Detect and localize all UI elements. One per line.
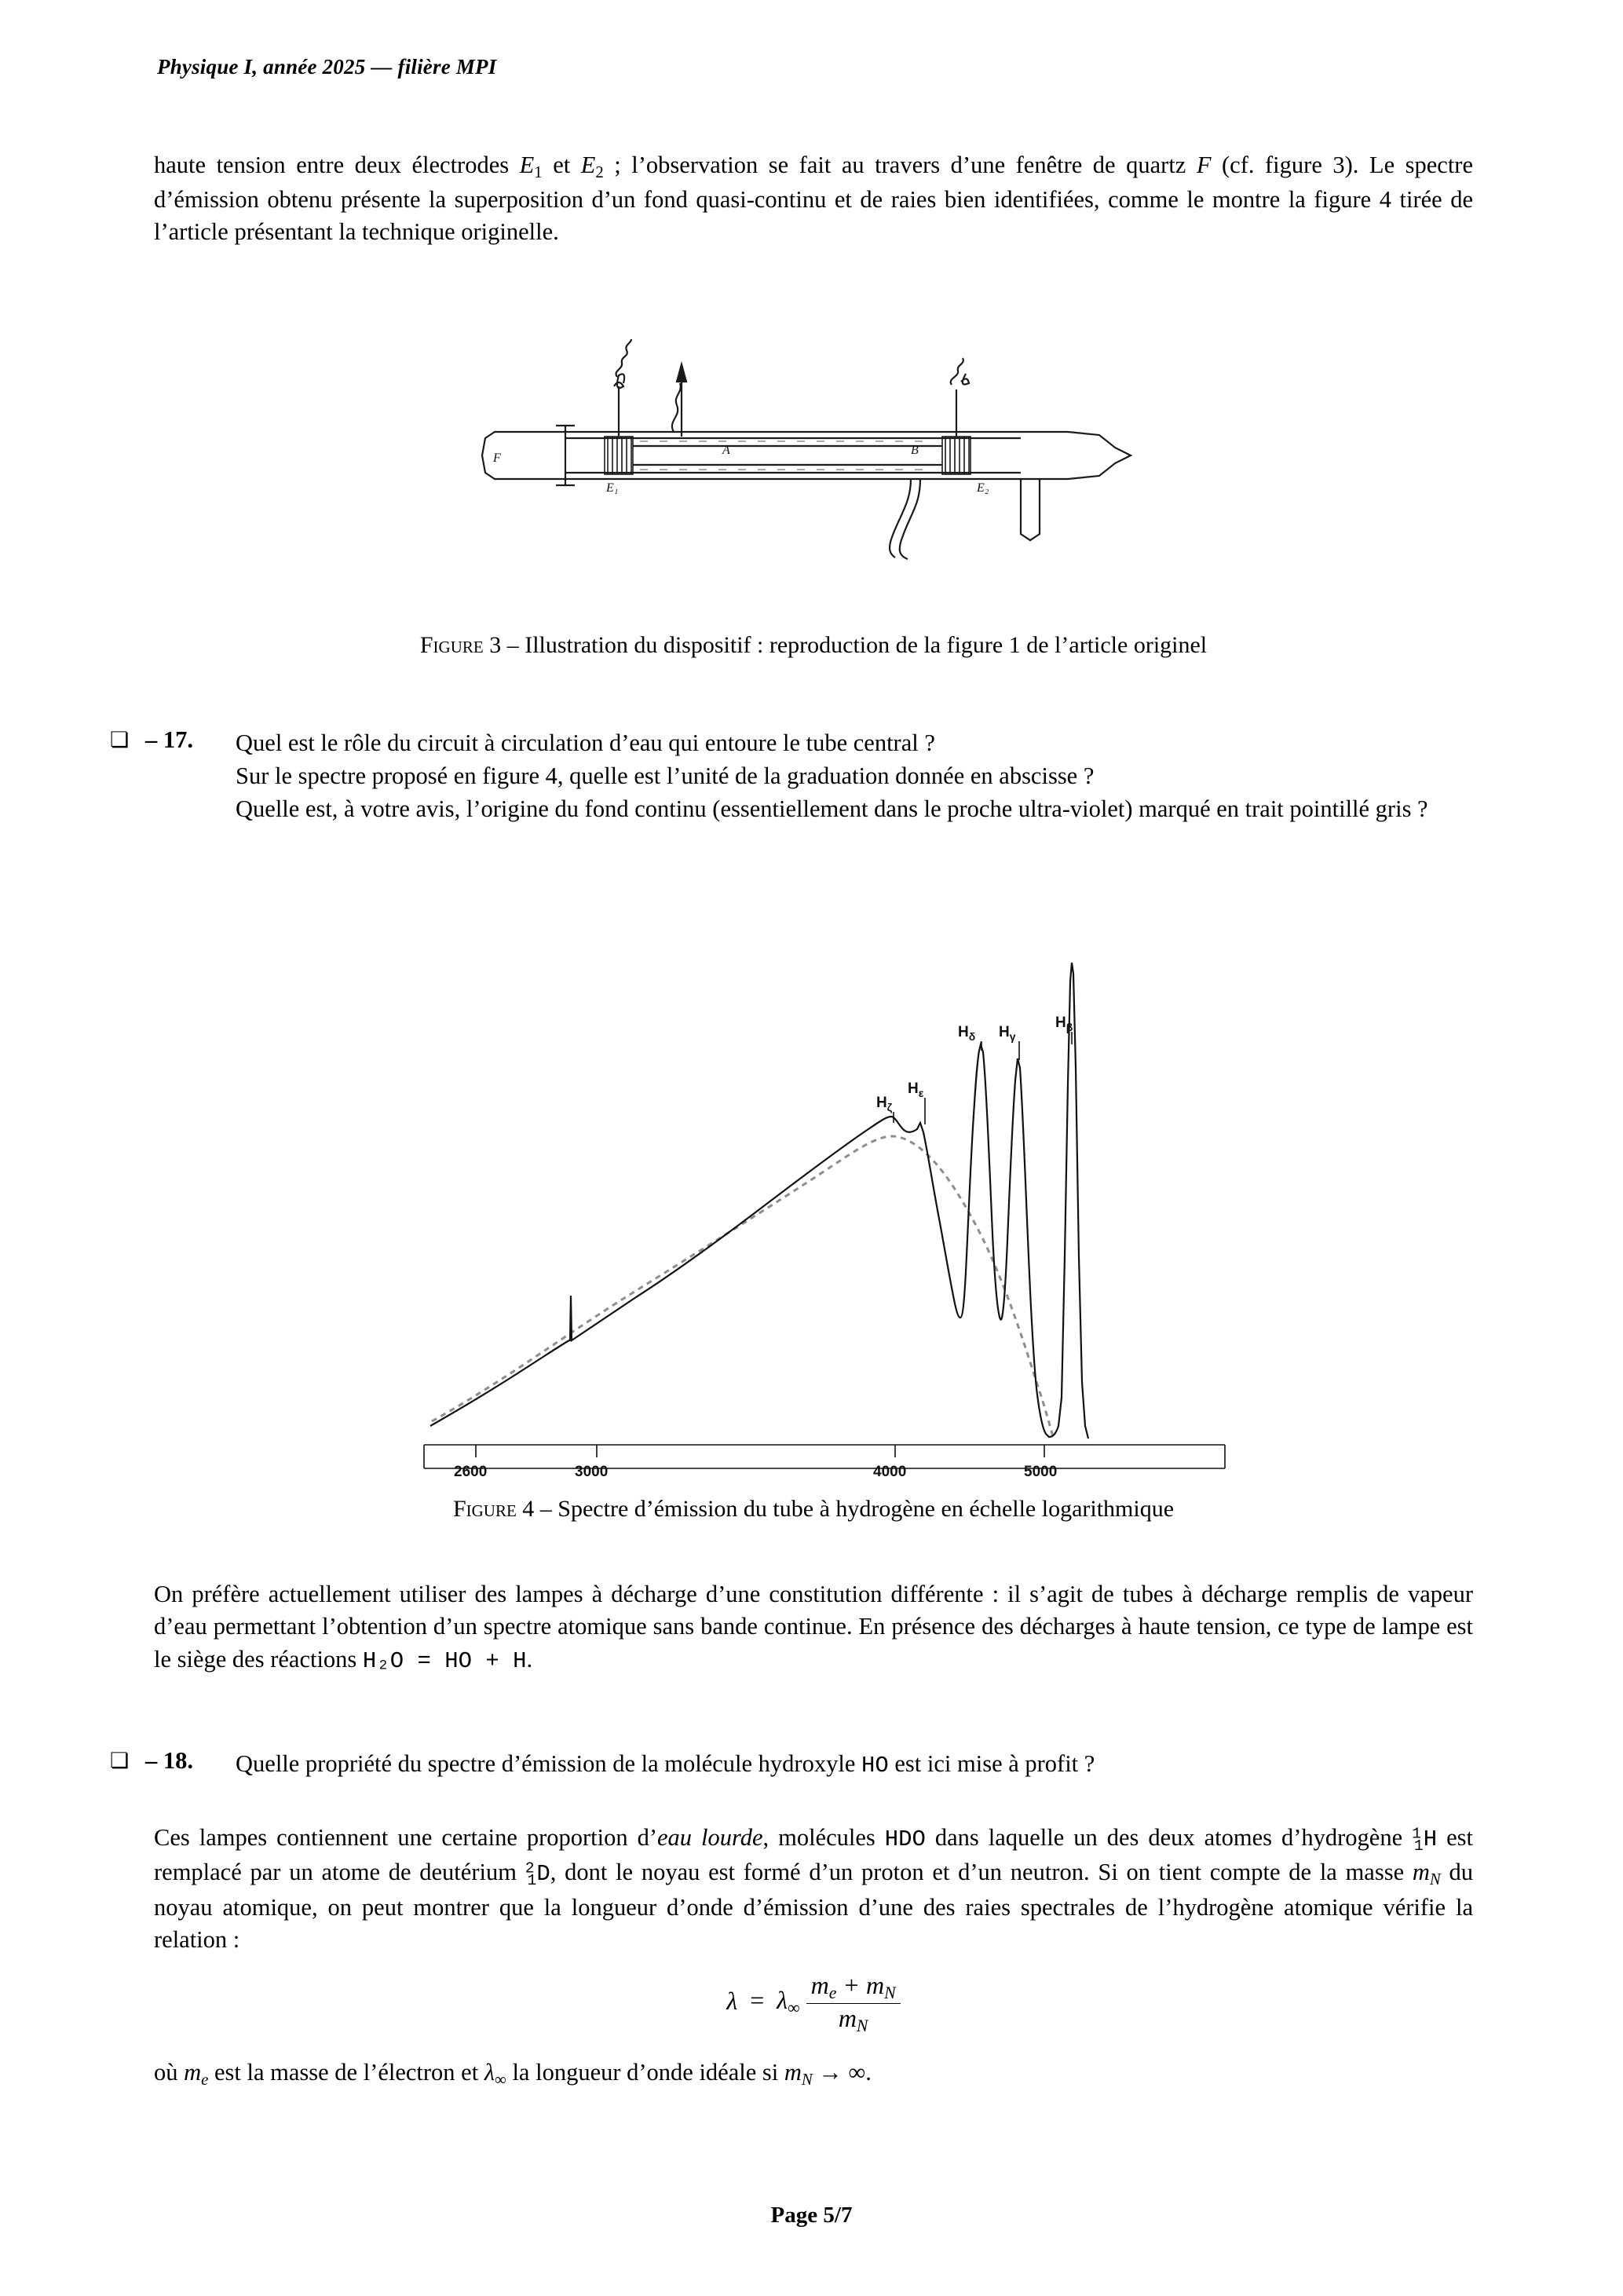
figure-4-caption-label: Figure 4 [452, 1496, 535, 1522]
symbol-me: $m_e$ [184, 2058, 209, 2089]
symbol-mN-limit: $m_N$ [784, 2058, 813, 2089]
isotope-d2: $^2_1$D [525, 1859, 550, 1889]
figure-4-caption-dash: – [539, 1496, 552, 1522]
figure-3-svg [471, 338, 1193, 605]
figure-3-illustration [471, 338, 1193, 605]
figure-3-label-F: F [493, 452, 501, 465]
figure-3-caption-dash: – [506, 632, 519, 658]
symbol-mN: $m_N$ [1412, 1859, 1441, 1889]
question-17-number: – 17. [145, 726, 193, 753]
symbol-e2: $E_2$ [580, 152, 604, 181]
figure-4-xtick-4000: 4000 [873, 1464, 907, 1480]
molecule-hdo: HDO [884, 1826, 926, 1852]
intro-paragraph [154, 149, 1473, 249]
figure-4-svg [408, 927, 1241, 1508]
where-text-4: . [865, 2058, 872, 2086]
question-18-text-before: Quelle propriété du spectre d’émission de la molécule hydroxyle [236, 1750, 861, 1777]
reaction-period: . [526, 1645, 533, 1673]
running-header: Physique I, année 2025 — filière MPI [157, 55, 497, 79]
figure-4-xtick-3000: 3000 [575, 1464, 609, 1480]
page-footer: Page 5/7 [770, 2203, 853, 2228]
figure-3-label-E1: E₁ [606, 481, 619, 495]
equation-lambda-lhs: λ [726, 1986, 738, 2015]
figure-4-chart [408, 927, 1241, 1508]
hw-text-5: , dont le noyau est formé d’un proton et d’un neutron. Si on tient compte de la masse [550, 1859, 1413, 1886]
intro-text-4: (cf. figure 3). Le spectre d’émission obtenu présente la superposition d’un fond quasi-continu et de raies bien identifiées, comme le montre la figure 4 tirée de l’article présentant la technique originelle. [154, 152, 1473, 246]
checkbox-icon-18[interactable]: ❏ [110, 1749, 130, 1772]
question-18-number: – 18. [145, 1747, 193, 1774]
figure-4-caption-text: Spectre d’émission du tube à hydrogène en échelle logarithmique [557, 1496, 1175, 1522]
after-figure-4-paragraph [154, 1578, 1473, 1676]
hw-text-3: dans laquelle un des deux atomes d’hydrogène [925, 1824, 1413, 1851]
figure-3-label-B: B [911, 444, 919, 457]
question-17 [110, 726, 1476, 825]
intro-paragraph-block [154, 149, 1473, 249]
question-17-body [236, 726, 1476, 825]
figure-4-caption [154, 1496, 1473, 1523]
symbol-e1: $E_1$ [519, 152, 543, 181]
figure-4-label-Hzeta: $H_\zeta$ [876, 1095, 893, 1113]
equation-lambda-inf: $\lambda_\infty$ [777, 1986, 800, 2018]
heavy-water-paragraph [154, 1822, 1473, 1957]
where-text-3: la longueur d’onde idéale si [506, 2058, 784, 2086]
limit-arrow: → ∞ [818, 2058, 866, 2086]
equation-fraction [806, 1971, 901, 2036]
equation-lambda [154, 1971, 1473, 2036]
intro-text-3: ; l’observation se fait au travers d’une fenêtre de quartz [603, 152, 1197, 178]
question-17-line-1: Quel est le rôle du circuit à circulation d’eau qui entoure le tube central ? [236, 729, 935, 756]
figure-3-caption-label: Figure 3 [419, 632, 502, 658]
figure-4-label-Hepsilon: $H_\varepsilon$ [908, 1080, 924, 1099]
symbol-f: F [1196, 152, 1212, 178]
figure-4-continuum-curve [432, 1136, 1054, 1439]
hw-text-6: du noyau atomique, on peut montrer que la longueur d’onde d’émission d’une des raies spectrales de l’hydrogène atomique vérifie la relation : [154, 1859, 1474, 1954]
symbol-lambda-inf: $\lambda_\infty$ [484, 2058, 506, 2089]
question-17-line-2: Sur le spectre proposé en figure 4, quelle est l’unité de la graduation donnée en abscisse ? [236, 762, 1095, 790]
figure-4-spectrum-curve [430, 963, 1088, 1439]
after-figure-4-text: On préfère actuellement utiliser des lampes à décharge d’une constitution différente : il s’agit de tubes à décharge remplis de vapeur d’eau permettant l’obtention d’un spectre atomique sans bande continue. En présence des décharges à haute tension, ce type de lampe est le siège des réactions [154, 1581, 1473, 1673]
figure-4-label-Hgamma: $H_\gamma$ [999, 1024, 1016, 1043]
checkbox-icon-17[interactable]: ❏ [110, 728, 130, 751]
figure-3-caption [154, 632, 1473, 659]
where-text-2: est la masse de l’électron et [208, 2058, 484, 2086]
figure-4-xtick-5000: 5000 [1024, 1464, 1058, 1480]
molecule-ho: HO [861, 1753, 889, 1779]
figure-3-label-A: A [722, 444, 730, 457]
intro-text-2: et [542, 152, 581, 178]
figure-4-label-Hbeta: $H_\beta$ [1055, 1015, 1073, 1033]
hw-text-4: est remplacé par un atome de deutérium [154, 1824, 1473, 1886]
hw-emphasis: eau lourde [656, 1824, 763, 1851]
heavy-water-block [154, 1822, 1473, 2091]
hw-text-2: , molécules [762, 1824, 885, 1851]
equation-denominator: $m_N$ [806, 2003, 901, 2036]
figure-4-label-Hdelta: $H_\delta$ [958, 1024, 976, 1043]
question-18-text-after: est ici mise à profit ? [888, 1750, 1095, 1777]
question-18-body [236, 1747, 1476, 1782]
figure-4-xtick-2600: 2600 [454, 1464, 488, 1480]
hw-text-1: Ces lampes contiennent une certaine proportion d’ [154, 1824, 657, 1851]
intro-text-1: haute tension entre deux électrodes [154, 152, 520, 178]
equation-numerator: $m_e + m_N$ [810, 1970, 896, 2002]
question-17-line-3: Quelle est, à votre avis, l’origine du fond continu (essentiellement dans le proche ultra-violet) marqué en trait pointillé gris ? [236, 795, 1428, 823]
figure-3-label-E2: E₂ [977, 481, 989, 495]
where-text-1: où [154, 2058, 185, 2086]
after-figure-4-block [154, 1578, 1473, 1676]
equation-equals: = [750, 1986, 765, 2015]
isotope-h1: $^1_1$H [1412, 1825, 1438, 1855]
reaction-formula: H₂O = HO + H [362, 1647, 527, 1674]
question-18 [110, 1747, 1476, 1782]
where-paragraph [154, 2057, 1473, 2091]
figure-3-caption-text: Illustration du dispositif : reproduction de la figure 1 de l’article originel [525, 632, 1208, 658]
